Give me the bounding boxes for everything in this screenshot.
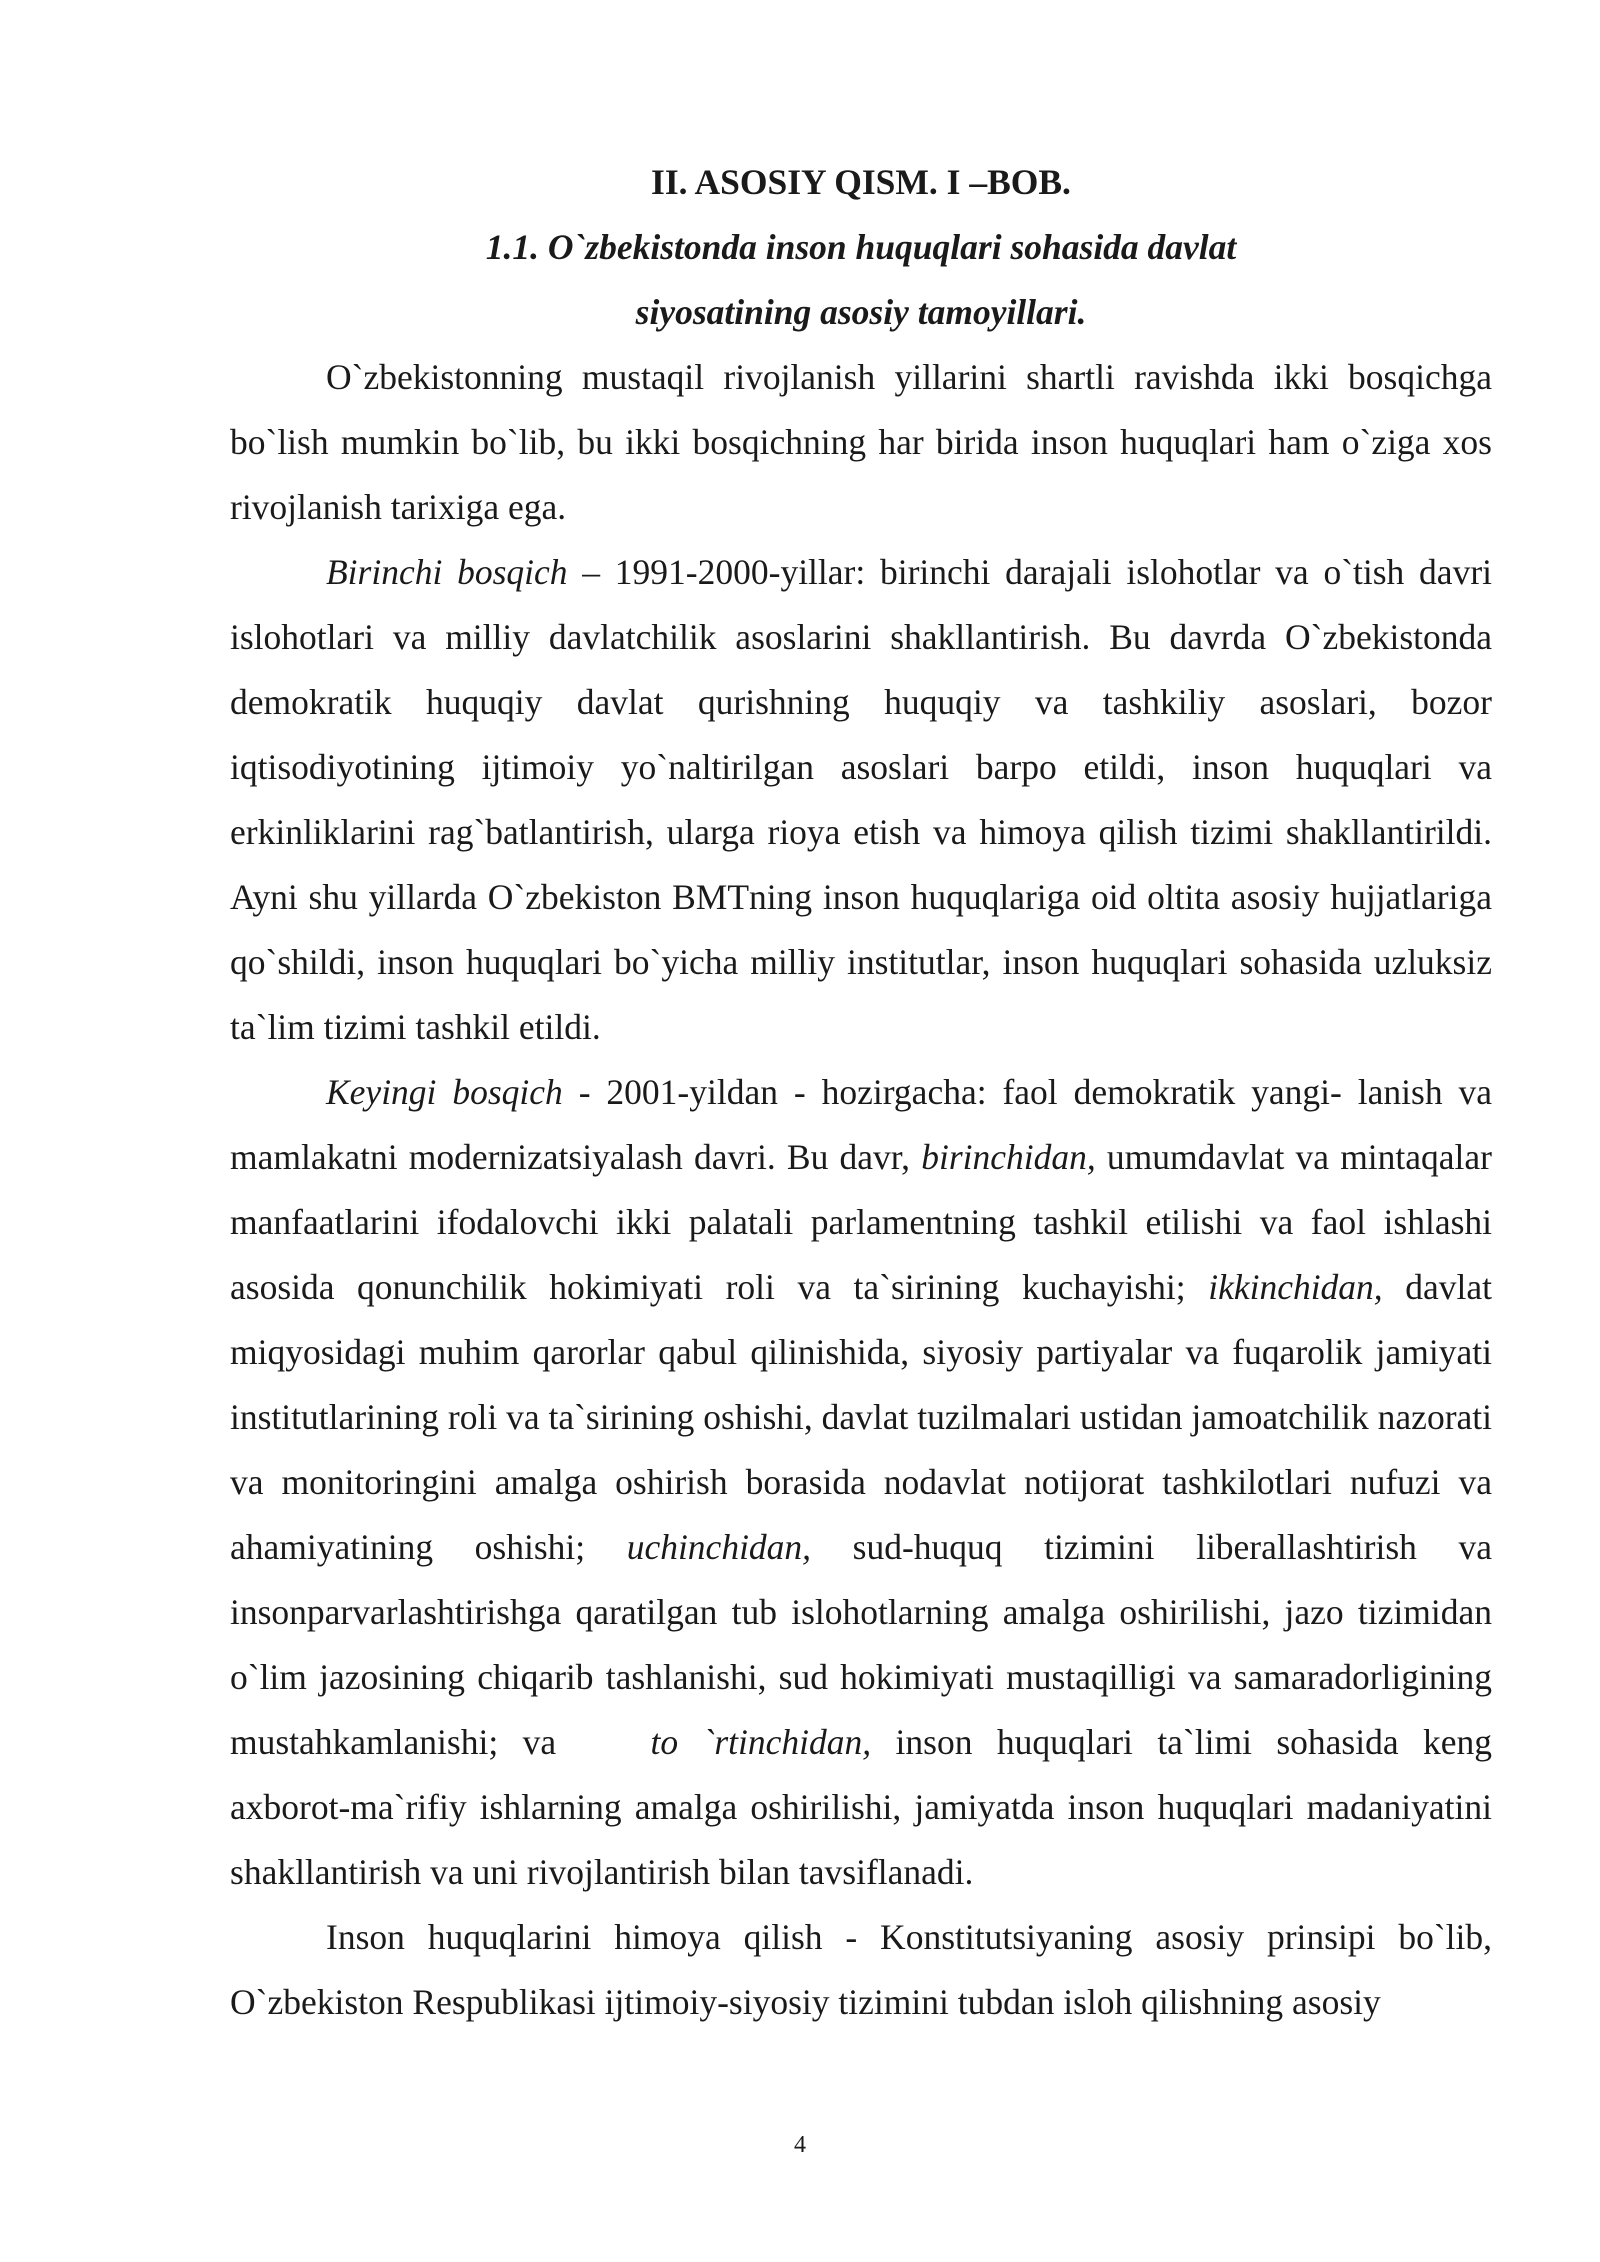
next-stage-text-d: sud-huquq tizimini liberallashtirish va insonparvarlashtirishga qaratilgan tub islohotlarning amalga oshirilishi, jazo tizimidan o`lim jazosining chiqarib tashlanishi, sud hokimiyati mustaqilligi va samaradorligining mustahkamlanishi; va — [230, 1527, 1492, 1762]
paragraph-human-rights-protection: Inson huquqlarini himoya qilish - Konstitutsiyaning asosiy prinsipi bo`lib, O`zbekiston Respublikasi ijtimoiy-siyosiy tizimini tubdan isloh qilishning asosiy — [230, 1917, 1492, 2022]
paragraph-intro: O`zbekistonning mustaqil rivojlanish yillarini shartli ravishda ikki bosqichga bo`lish mumkin bo`lib, bu ikki bosqichning har birida inson huquqlari ham o`ziga xos rivojlanish tarixiga ega. — [230, 357, 1492, 527]
next-stage-text-b: umumdavlat va mintaqalar manfaatlarini ifodalovchi ikki palatali parlamentning tashkil etilishi va faol ishlashi asosida qonunchilik hokimiyati roli va ta`sirining kuchayishi; — [230, 1137, 1492, 1307]
chapter-heading: II. ASOSIY QISM. I –BOB. — [651, 162, 1071, 202]
next-stage-text-a: - 2001-yildan - hozirgacha: faol demokratik yangi- lanish va mamlakatni modernizatsiyalash davri. Bu davr, — [230, 1072, 1492, 1177]
section-title-line-2: siyosatining asosiy tamoyillari. — [635, 292, 1087, 332]
first-stage-text: – 1991-2000-yillar: birinchi darajali islohotlar va o`tish davri islohotlari va milliy davlatchilik asoslarini shakllantirish. Bu davrda O`zbekistonda demokratik huquqiy davlat qurishning huquqiy va tashkiliy asoslari, bozor iqtisodiyotining ijtimoiy yo`naltirilgan asoslari barpo etildi, inson huquqlari va erkinliklarini rag`batlantirish, ularga rioya etish va himoya qilish tizimi shakllantirildi. Ayni shu yillarda O`zbekiston BMTning inson huquqlariga oid oltita asosiy hujjatlariga qo`shildi, inson huquqlari bo`yicha milliy institutlar, inson huquqlari sohasida uzluksiz ta`lim tizimi tashkil etildi. — [230, 552, 1493, 1047]
first-point-term: birinchidan, — [921, 1137, 1096, 1177]
paragraph-next-stage — [230, 1060, 1492, 1905]
fourth-point-term: to `rtinchidan, — [650, 1722, 872, 1762]
paragraph-first-stage — [230, 540, 1492, 1060]
second-point-term: ikkinchidan, — [1208, 1267, 1383, 1307]
section-title-line-1: 1.1. O`zbekistonda inson huquqlari sohasida davlat — [485, 227, 1237, 267]
page-number: 4 — [794, 2132, 806, 2158]
third-point-term: uchinchidan, — [626, 1527, 812, 1567]
document-body — [230, 150, 1492, 2035]
next-stage-text-c: davlat miqyosidagi muhim qarorlar qabul qilinishida, siyosiy partiyalar va fuqarolik jamiyati institutlarining roli va ta`sirining oshishi, davlat tuzilmalari ustidan jamoatchilik nazorati va monitoringini amalga oshirish borasida nodavlat notijorat tashkilotlari nufuzi va ahamiyatining oshishi; — [230, 1267, 1492, 1567]
next-stage-term: Keyingi bosqich — [326, 1072, 563, 1112]
next-stage-text-e: inson huquqlari ta`limi sohasida keng axborot-ma`rifiy ishlarning amalga oshirilishi, jamiyatda inson huquqlari madaniyatini shakllantirish va uni rivojlantirish bilan tavsiflanadi. — [230, 1722, 1493, 1892]
first-stage-term: Birinchi bosqich — [326, 552, 568, 592]
